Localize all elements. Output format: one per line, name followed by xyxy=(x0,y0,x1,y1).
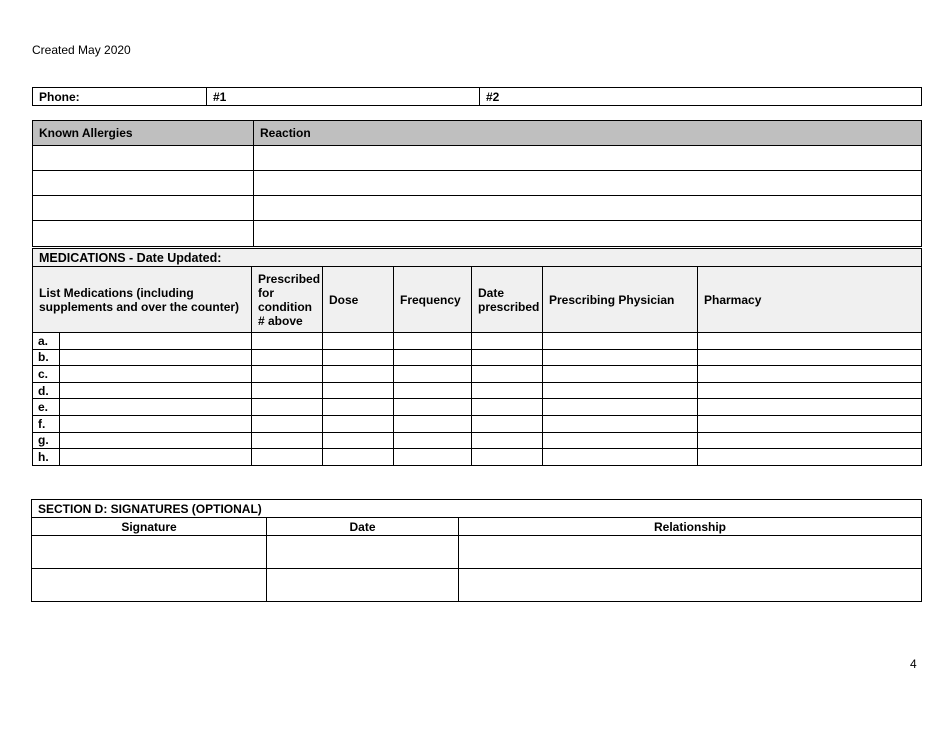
pharmacy-header: Pharmacy xyxy=(698,267,922,333)
med-cell[interactable] xyxy=(252,349,323,366)
med-cell[interactable] xyxy=(698,382,922,399)
med-cell[interactable] xyxy=(698,349,922,366)
med-cell[interactable] xyxy=(394,349,472,366)
row-letter: g. xyxy=(33,432,60,449)
date-cell[interactable] xyxy=(267,536,459,569)
med-cell[interactable] xyxy=(698,399,922,416)
date-cell[interactable] xyxy=(267,569,459,602)
med-cell[interactable] xyxy=(472,415,543,432)
med-cell[interactable] xyxy=(323,449,394,466)
med-cell[interactable] xyxy=(543,449,698,466)
med-cell[interactable] xyxy=(323,415,394,432)
med-cell[interactable] xyxy=(394,449,472,466)
med-cell[interactable] xyxy=(252,449,323,466)
med-cell[interactable] xyxy=(60,399,252,416)
allergies-table xyxy=(32,120,922,247)
phone-table xyxy=(32,87,922,106)
reaction-cell[interactable] xyxy=(254,146,922,171)
med-cell[interactable] xyxy=(252,415,323,432)
row-letter: f. xyxy=(33,415,60,432)
row-letter: e. xyxy=(33,399,60,416)
med-cell[interactable] xyxy=(472,349,543,366)
med-cell[interactable] xyxy=(323,366,394,383)
prescribed-for-header: Prescribed for condition # above xyxy=(252,267,323,333)
date-header: Date xyxy=(267,518,459,536)
med-cell[interactable] xyxy=(472,432,543,449)
signature-cell[interactable] xyxy=(32,536,267,569)
med-cell[interactable] xyxy=(472,333,543,350)
row-letter: d. xyxy=(33,382,60,399)
reaction-header: Reaction xyxy=(254,121,922,146)
allergy-cell[interactable] xyxy=(33,146,254,171)
created-date: Created May 2020 xyxy=(32,43,131,57)
med-cell[interactable] xyxy=(543,333,698,350)
med-cell[interactable] xyxy=(252,333,323,350)
med-cell[interactable] xyxy=(252,432,323,449)
med-cell[interactable] xyxy=(698,333,922,350)
med-cell[interactable] xyxy=(698,366,922,383)
med-cell[interactable] xyxy=(698,449,922,466)
med-cell[interactable] xyxy=(472,449,543,466)
reaction-cell[interactable] xyxy=(254,196,922,221)
med-cell[interactable] xyxy=(323,382,394,399)
med-cell[interactable] xyxy=(543,415,698,432)
med-cell[interactable] xyxy=(60,333,252,350)
med-cell[interactable] xyxy=(60,449,252,466)
med-cell[interactable] xyxy=(252,399,323,416)
med-cell[interactable] xyxy=(323,349,394,366)
med-cell[interactable] xyxy=(60,349,252,366)
dose-header: Dose xyxy=(323,267,394,333)
med-cell[interactable] xyxy=(394,399,472,416)
med-cell[interactable] xyxy=(394,382,472,399)
med-cell[interactable] xyxy=(60,415,252,432)
row-letter: c. xyxy=(33,366,60,383)
medications-table xyxy=(32,248,922,466)
med-cell[interactable] xyxy=(472,399,543,416)
med-cell[interactable] xyxy=(543,382,698,399)
med-cell[interactable] xyxy=(323,399,394,416)
medications-title: MEDICATIONS - Date Updated: xyxy=(33,249,922,267)
med-cell[interactable] xyxy=(394,432,472,449)
signature-header: Signature xyxy=(32,518,267,536)
relationship-cell[interactable] xyxy=(459,569,922,602)
med-cell[interactable] xyxy=(394,366,472,383)
page-number: 4 xyxy=(910,657,917,671)
med-cell[interactable] xyxy=(543,399,698,416)
med-cell[interactable] xyxy=(543,432,698,449)
med-cell[interactable] xyxy=(252,366,323,383)
reaction-cell[interactable] xyxy=(254,221,922,247)
list-medications-header: List Medications (including supplements and over the counter) xyxy=(33,267,252,333)
frequency-header: Frequency xyxy=(394,267,472,333)
phone-label: Phone: xyxy=(33,88,207,106)
med-cell[interactable] xyxy=(698,415,922,432)
signature-cell[interactable] xyxy=(32,569,267,602)
med-cell[interactable] xyxy=(394,333,472,350)
med-cell[interactable] xyxy=(60,432,252,449)
phone-field-1[interactable]: #1 xyxy=(207,88,480,106)
med-cell[interactable] xyxy=(323,333,394,350)
signatures-title: SECTION D: SIGNATURES (OPTIONAL) xyxy=(32,500,922,518)
med-cell[interactable] xyxy=(394,415,472,432)
med-cell[interactable] xyxy=(323,432,394,449)
known-allergies-header: Known Allergies xyxy=(33,121,254,146)
med-cell[interactable] xyxy=(252,382,323,399)
med-cell[interactable] xyxy=(543,366,698,383)
phone-field-2[interactable]: #2 xyxy=(480,88,922,106)
row-letter: a. xyxy=(33,333,60,350)
reaction-cell[interactable] xyxy=(254,171,922,196)
row-letter: b. xyxy=(33,349,60,366)
prescribing-physician-header: Prescribing Physician xyxy=(543,267,698,333)
med-cell[interactable] xyxy=(60,366,252,383)
row-letter: h. xyxy=(33,449,60,466)
med-cell[interactable] xyxy=(543,349,698,366)
relationship-header: Relationship xyxy=(459,518,922,536)
allergy-cell[interactable] xyxy=(33,171,254,196)
med-cell[interactable] xyxy=(472,382,543,399)
med-cell[interactable] xyxy=(60,382,252,399)
med-cell[interactable] xyxy=(472,366,543,383)
med-cell[interactable] xyxy=(698,432,922,449)
date-prescribed-header: Date prescribed xyxy=(472,267,543,333)
signatures-table xyxy=(31,499,922,602)
allergy-cell[interactable] xyxy=(33,196,254,221)
relationship-cell[interactable] xyxy=(459,536,922,569)
allergy-cell[interactable] xyxy=(33,221,254,247)
